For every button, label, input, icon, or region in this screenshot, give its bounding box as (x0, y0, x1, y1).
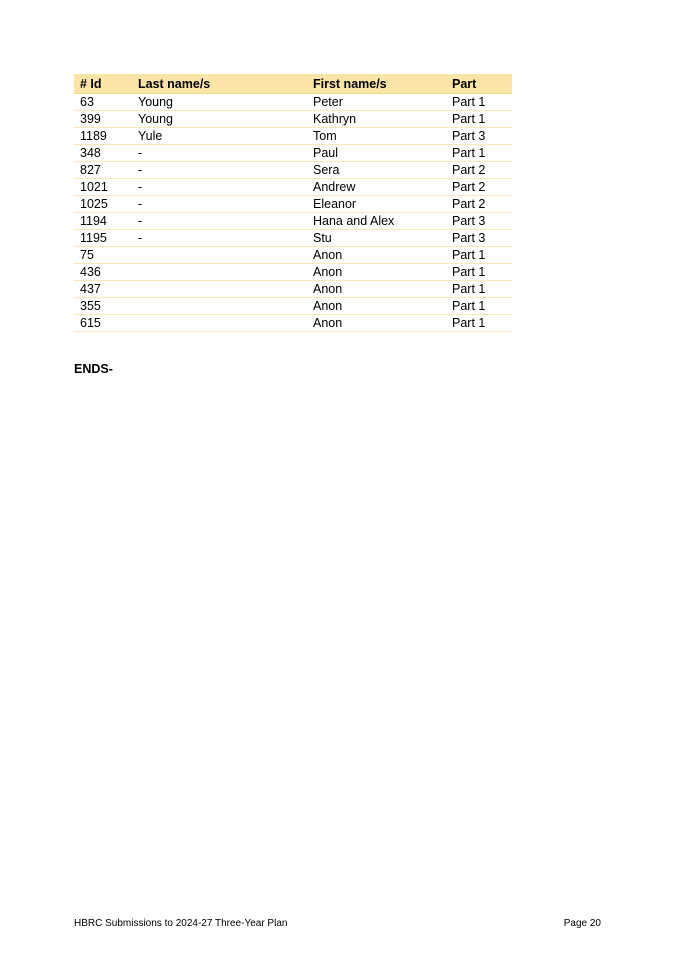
cell-last-name: - (132, 179, 307, 196)
table-row (74, 111, 512, 128)
cell-part: Part 2 (446, 179, 512, 196)
cell-id: 436 (74, 264, 132, 281)
cell-id: 348 (74, 145, 132, 162)
cell-id: 1025 (74, 196, 132, 213)
cell-id: 615 (74, 315, 132, 332)
cell-part: Part 1 (446, 145, 512, 162)
cell-id: 399 (74, 111, 132, 128)
cell-part: Part 1 (446, 298, 512, 315)
cell-last-name: Yule (132, 128, 307, 145)
cell-last-name (132, 247, 307, 264)
cell-first-name: Hana and Alex (307, 213, 446, 230)
header-id: # Id (74, 74, 132, 94)
cell-first-name: Anon (307, 315, 446, 332)
table-row (74, 213, 512, 230)
cell-id: 63 (74, 94, 132, 111)
table-body (74, 94, 512, 332)
cell-part: Part 3 (446, 128, 512, 145)
submitters-table (74, 74, 512, 332)
header-last-name: Last name/s (132, 74, 307, 94)
table-row (74, 196, 512, 213)
cell-first-name: Kathryn (307, 111, 446, 128)
footer-document-title: HBRC Submissions to 2024-27 Three-Year Plan (74, 918, 288, 929)
header-first-name: First name/s (307, 74, 446, 94)
cell-first-name: Sera (307, 162, 446, 179)
cell-last-name: - (132, 196, 307, 213)
table-row (74, 315, 512, 332)
cell-last-name: - (132, 162, 307, 179)
table-header-row (74, 74, 512, 94)
cell-part: Part 3 (446, 213, 512, 230)
cell-id: 827 (74, 162, 132, 179)
table-row (74, 247, 512, 264)
header-part: Part (446, 74, 512, 94)
table-row (74, 145, 512, 162)
cell-part: Part 1 (446, 247, 512, 264)
cell-id: 1021 (74, 179, 132, 196)
cell-first-name: Eleanor (307, 196, 446, 213)
cell-id: 75 (74, 247, 132, 264)
table-row (74, 162, 512, 179)
cell-last-name (132, 315, 307, 332)
cell-part: Part 1 (446, 94, 512, 111)
cell-part: Part 2 (446, 196, 512, 213)
cell-id: 1195 (74, 230, 132, 247)
cell-last-name: - (132, 145, 307, 162)
cell-first-name: Tom (307, 128, 446, 145)
cell-first-name: Paul (307, 145, 446, 162)
cell-part: Part 1 (446, 315, 512, 332)
footer-page-number: Page 20 (563, 918, 601, 929)
cell-last-name (132, 281, 307, 298)
cell-last-name: Young (132, 111, 307, 128)
cell-first-name: Anon (307, 264, 446, 281)
cell-id: 437 (74, 281, 132, 298)
cell-first-name: Andrew (307, 179, 446, 196)
cell-last-name: Young (132, 94, 307, 111)
cell-first-name: Anon (307, 298, 446, 315)
cell-id: 1194 (74, 213, 132, 230)
table-row (74, 298, 512, 315)
table-row (74, 128, 512, 145)
table-row (74, 179, 512, 196)
cell-part: Part 1 (446, 281, 512, 298)
cell-last-name (132, 298, 307, 315)
cell-first-name: Peter (307, 94, 446, 111)
cell-first-name: Anon (307, 247, 446, 264)
cell-id: 355 (74, 298, 132, 315)
cell-part: Part 1 (446, 264, 512, 281)
cell-first-name: Stu (307, 230, 446, 247)
cell-last-name: - (132, 213, 307, 230)
cell-last-name: - (132, 230, 307, 247)
table-row (74, 264, 512, 281)
table-row (74, 94, 512, 111)
cell-part: Part 2 (446, 162, 512, 179)
table-row (74, 281, 512, 298)
ends-marker: ENDS- (74, 362, 113, 376)
cell-part: Part 1 (446, 111, 512, 128)
cell-first-name: Anon (307, 281, 446, 298)
cell-last-name (132, 264, 307, 281)
cell-id: 1189 (74, 128, 132, 145)
cell-part: Part 3 (446, 230, 512, 247)
table-row (74, 230, 512, 247)
